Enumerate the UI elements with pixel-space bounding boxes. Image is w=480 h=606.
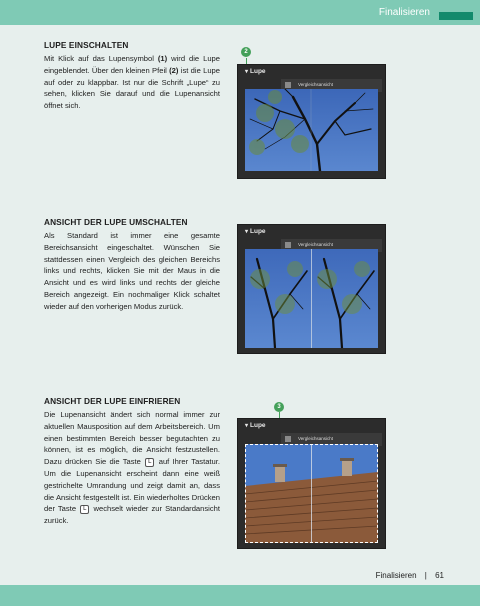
compare-label: Vergleichsansicht	[298, 242, 334, 247]
lupe-panel	[237, 64, 386, 179]
lupe-panel-header[interactable]	[245, 228, 266, 235]
collapse-arrow-icon[interactable]: ▾	[245, 69, 249, 75]
footer-separator: |	[424, 571, 427, 580]
compare-checkbox[interactable]	[285, 436, 291, 442]
section-ansicht-umschalten	[44, 217, 220, 313]
lupe-panel	[237, 418, 386, 549]
callout-badge: 2	[241, 47, 251, 57]
key-l-icon: L	[145, 458, 154, 467]
body-text: Die Lupenansicht ändert sich normal immer zur aktuellen Mausposition auf dem Arbeitsbereich. Um einen bestimmten Bereich besser begutachten zu können, ist es möglich, die Ansicht festzustellen. Dazu drücken Sie die Taste	[44, 410, 220, 467]
compare-label: Vergleichsansicht	[298, 82, 334, 87]
lupe-title: Lupe	[250, 68, 266, 75]
tree-compare-photo	[245, 249, 378, 348]
section-body	[44, 409, 220, 527]
section-heading: LUPE EINSCHALTEN	[44, 40, 129, 50]
body-text: auf Ihrer Tastatur. Um die Lupenansicht erscheint dann eine weiß gestrichelte Umrandung und zeigt damit an, dass die Ansicht festgestellt ist. Ein wiederholtes Drücken der Taste	[44, 457, 220, 514]
section-heading: ANSICHT DER LUPE EINFRIEREN	[44, 396, 181, 406]
footer-bar	[0, 585, 480, 606]
body-text: wird die Lupe eingeblendet. Über den kleinen Pfeil	[44, 54, 220, 75]
header-tab	[439, 12, 473, 20]
page-footer	[376, 571, 444, 580]
lupe-frozen-preview[interactable]	[245, 444, 378, 543]
footer-chapter: Finalisieren	[375, 571, 417, 580]
body-text: Als Standard ist immer eine gesamte Bereichsansicht eingeschaltet. Wünschen Sie stattdessen einen Vergleich des gleichen Bereichs links und rechts, klicken Sie mit der Maus in die Ansicht und es wird links und rechts der gleiche Bereich angezeigt. Ein nochmaliger Klick schaltet wieder auf den vorherigen Modus zurück.	[44, 231, 220, 311]
lupe-preview-image[interactable]	[245, 249, 378, 348]
section-heading: ANSICHT DER LUPE UMSCHALTEN	[44, 217, 188, 227]
section-body	[44, 53, 220, 112]
compare-checkbox[interactable]	[285, 242, 291, 248]
callout-ref: (2)	[169, 65, 179, 75]
header-chapter: Finalisieren	[378, 7, 430, 18]
body-text: wechselt wieder zur Standardansicht zurück.	[44, 504, 220, 526]
callout-ref: (1)	[157, 54, 168, 63]
lupe-preview-image[interactable]	[245, 89, 378, 171]
collapse-arrow-icon[interactable]: ▾	[245, 423, 249, 429]
tree-photo	[245, 89, 378, 171]
roof-photo	[245, 444, 378, 543]
callout-badge: 3	[274, 402, 284, 412]
compare-label: Vergleichsansicht	[298, 436, 334, 441]
lupe-panel	[237, 224, 386, 354]
section-lupe-einschalten	[44, 40, 220, 112]
lupe-panel-header[interactable]	[245, 422, 266, 429]
collapse-arrow-icon[interactable]: ▾	[245, 229, 249, 235]
lupe-panel-header[interactable]	[245, 68, 266, 75]
key-l-icon: L	[80, 505, 89, 514]
lupe-title: Lupe	[250, 422, 266, 429]
section-ansicht-einfrieren	[44, 396, 220, 527]
body-text: Mit Klick auf das Lupensymbol	[44, 54, 158, 63]
page-number: 61	[435, 571, 444, 580]
header-bar	[0, 0, 480, 25]
compare-checkbox[interactable]	[285, 82, 291, 88]
body-text: ist die Lupe auf oder zu klappbar. Ist nur die Schrift „Lupe“ zu sehen, klicken Sie darauf und die Lupenansicht öffnet sich.	[44, 65, 221, 111]
section-body	[44, 230, 220, 313]
lupe-title: Lupe	[250, 228, 266, 235]
